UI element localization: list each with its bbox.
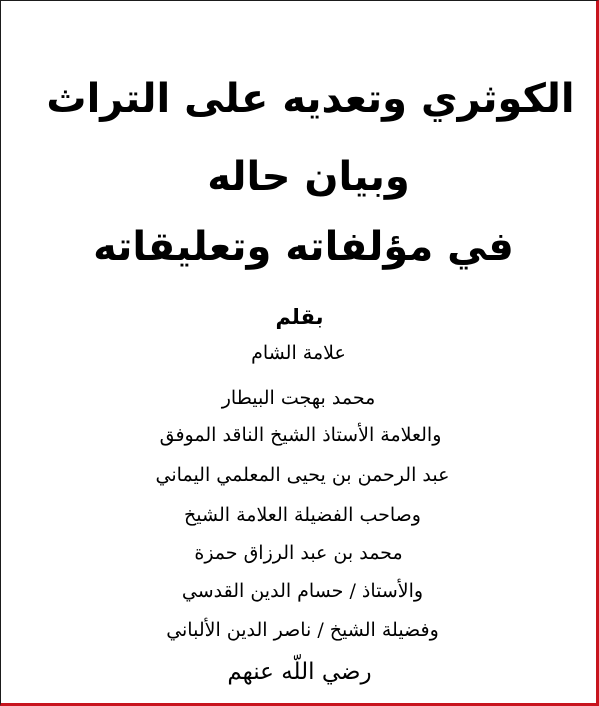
- title-line-1: الكوثري وتعديه على التراث: [46, 76, 575, 122]
- closing-blessing: رضي اللّه عنهم: [227, 659, 372, 685]
- byline: بقلم: [275, 305, 324, 329]
- author-line-6: محمد بن عبد الرزاق حمزة: [194, 542, 403, 564]
- author-line-5: وصاحب الفضيلة العلامة الشيخ: [184, 504, 421, 526]
- author-line-4: عبد الرحمن بن يحيى المعلمي اليماني: [155, 464, 450, 486]
- author-line-8: وفضيلة الشيخ / ناصر الدين الألباني: [166, 619, 439, 641]
- author-line-2: محمد بهجت البيطار: [221, 387, 376, 409]
- author-line-3: والعلامة الأستاذ الشيخ الناقد الموفق: [159, 424, 442, 446]
- author-line-1: علامة الشام: [251, 342, 346, 364]
- title-line-3: في مؤلفاته وتعليقاته: [93, 224, 514, 270]
- author-line-7: والأستاذ / حسام الدين القدسي: [181, 580, 424, 602]
- title-line-2: وبيان حاله: [207, 154, 410, 200]
